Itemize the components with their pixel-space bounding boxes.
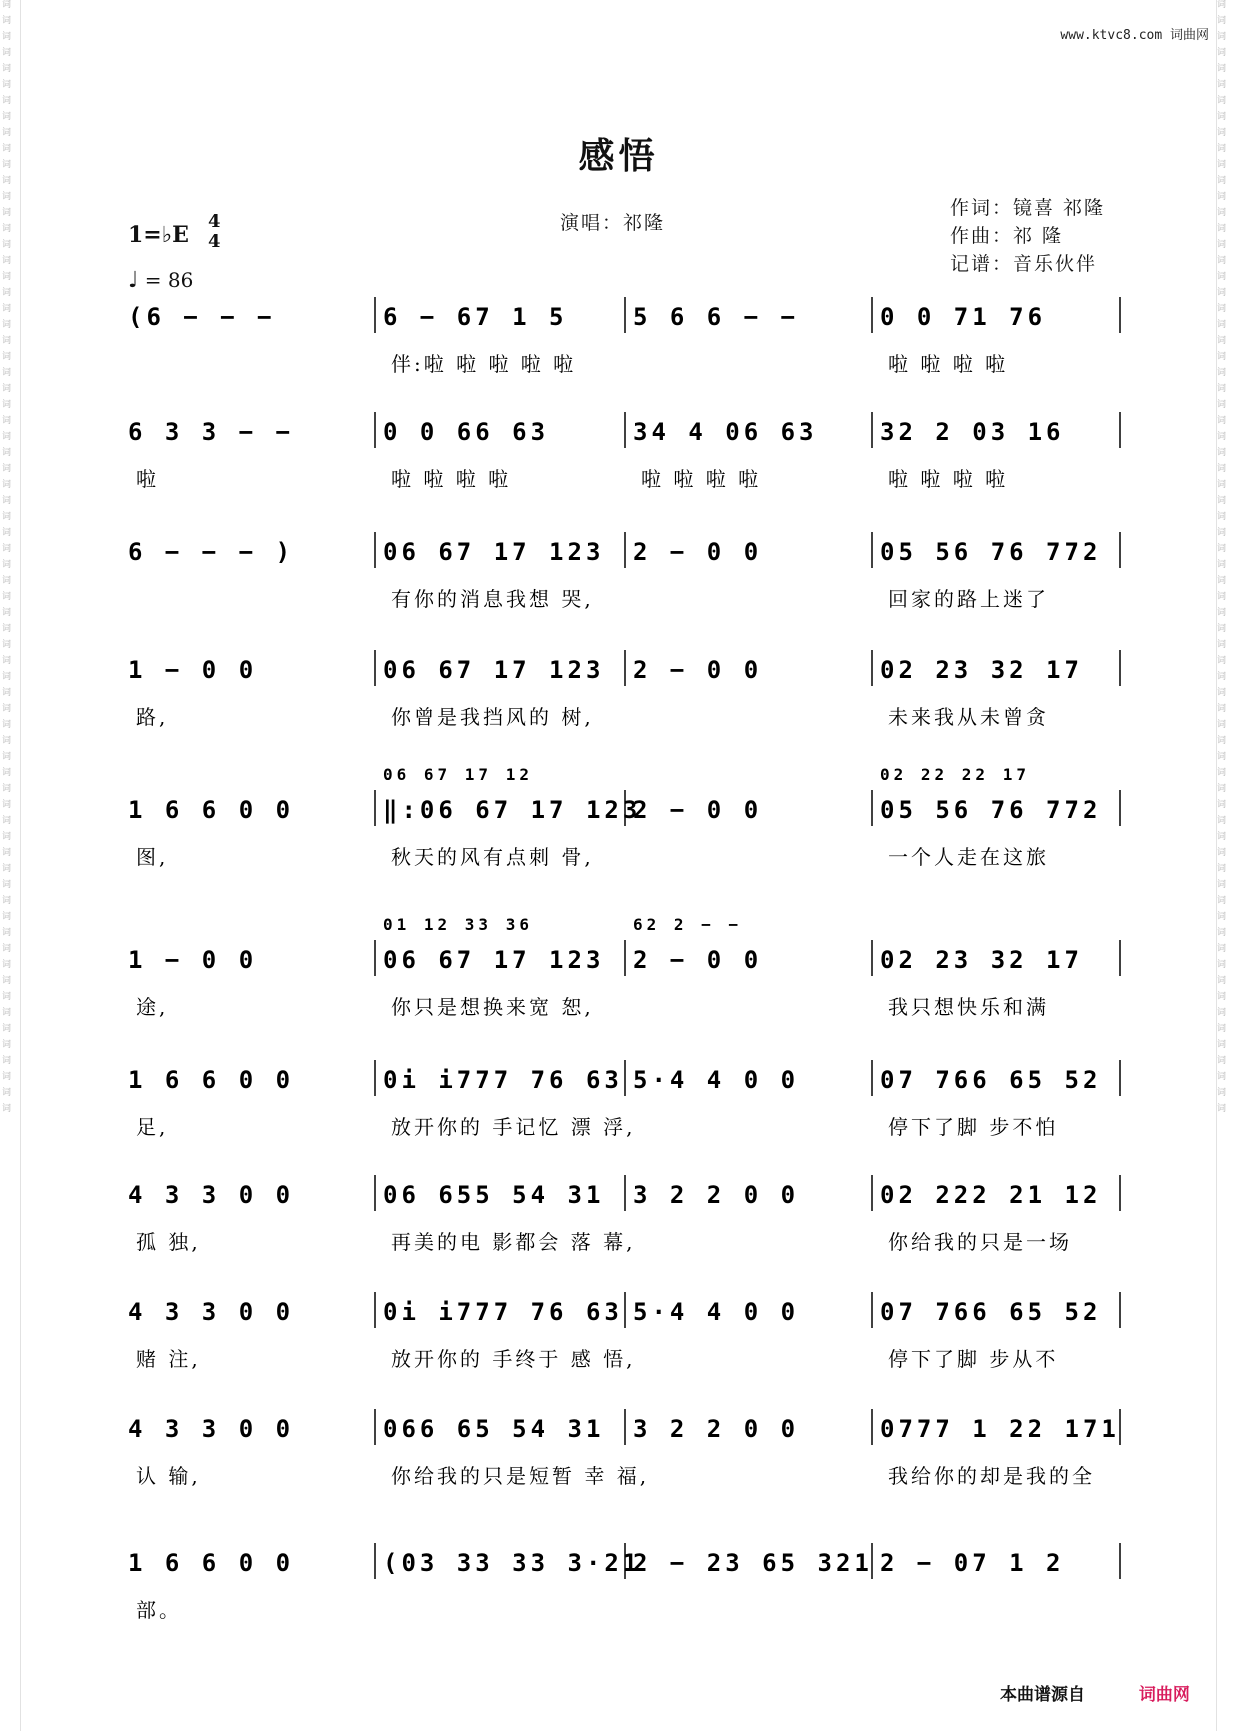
measure-notes: 4 3 3 0 0 [128,1415,295,1443]
watermark-glyph: 词 [2,752,12,762]
watermark-glyph: 词 [2,640,12,650]
watermark-glyph: 词 [1217,416,1227,426]
measure-notes: 0777 1 22 171 [880,1415,1120,1443]
harmony-notes: 02 22 22 17 [880,765,1030,784]
watermark-glyph: 词 [1217,176,1227,186]
lyric-line: 孤 独, [136,1230,201,1254]
measure-notes: ‖:06 67 17 123 [383,796,642,824]
watermark-glyph: 词 [2,1024,12,1034]
singer-credit: 演唱：祁隆 [560,212,666,234]
measure-notes: 07 766 65 52 [880,1066,1102,1094]
watermark-glyph: 词 [2,1072,12,1082]
watermark-glyph: 词 [1217,768,1227,778]
watermark-glyph: 词 [2,816,12,826]
watermark-glyph: 词 [2,800,12,810]
watermark-glyph: 词 [1217,560,1227,570]
watermark-glyph: 词 [1217,688,1227,698]
watermark-glyph: 词 [1217,608,1227,618]
watermark-glyph: 词 [1217,128,1227,138]
watermark-glyph: 词 [1217,448,1227,458]
watermark-glyph: 词 [2,1056,12,1066]
lyric-line: 你只是想换来宽 恕, [391,995,594,1019]
measure-notes: 06 67 17 123 [383,656,605,684]
lyric-line: 赌 注, [136,1347,201,1371]
measure-notes: 2 − 0 0 [633,538,763,566]
watermark-glyph: 词 [1217,592,1227,602]
watermark-glyph: 词 [2,784,12,794]
harmony-notes: 01 12 33 36 [383,915,533,934]
lyric-line: 啦 啦 啦 啦 [391,467,512,491]
watermark-glyph: 词 [1217,880,1227,890]
watermark-glyph: 词 [1217,976,1227,986]
watermark-glyph: 词 [2,880,12,890]
measure-notes: 0i i777 76 63 [383,1298,623,1326]
watermark-glyph: 词 [1217,944,1227,954]
watermark-glyph: 词 [1217,624,1227,634]
watermark-glyph: 词 [1217,64,1227,74]
measure-notes: 1 − 0 0 [128,946,258,974]
watermark-glyph: 词 [2,976,12,986]
watermark-glyph: 词 [2,1008,12,1018]
watermark-glyph: 词 [2,416,12,426]
lyric-line: 图, [136,845,169,869]
watermark-glyph: 词 [2,480,12,490]
measure-notes: 2 − 23 65 321 [633,1549,873,1577]
watermark-glyph: 词 [2,720,12,730]
measure-notes: 02 222 21 12 [880,1181,1102,1209]
watermark-glyph: 词 [2,512,12,522]
watermark-glyph: 词 [1217,1056,1227,1066]
watermark-glyph: 词 [1217,112,1227,122]
watermark-glyph: 词 [1217,192,1227,202]
watermark-glyph: 词 [2,432,12,442]
watermark-glyph: 词 [2,960,12,970]
watermark-glyph: 词 [2,672,12,682]
measure-notes: 02 23 32 17 [880,656,1083,684]
watermark-glyph: 词 [2,320,12,330]
measure-notes: 1 6 6 0 0 [128,1066,295,1094]
footer-brand[interactable]: 词曲网 [1138,1685,1190,1705]
watermark-glyph: 词 [2,448,12,458]
measure-notes: 2 − 0 0 [633,656,763,684]
watermark-glyph: 词 [1217,288,1227,298]
watermark-glyph: 词 [1217,576,1227,586]
lyric-line: 认 输, [136,1464,201,1488]
measure-notes: (6 − − − [128,303,276,331]
measure-notes: 32 2 03 16 [880,418,1065,446]
watermark-glyph: 词 [1217,320,1227,330]
watermark-glyph: 词 [1217,432,1227,442]
watermark-glyph: 词 [2,208,12,218]
watermark-glyph: 词 [2,16,12,26]
watermark-glyph: 词 [1217,720,1227,730]
watermark-glyph: 词 [2,368,12,378]
watermark-glyph: 词 [1217,784,1227,794]
watermark-glyph: 词 [2,272,12,282]
watermark-glyph: 词 [2,544,12,554]
watermark-glyph: 词 [1217,848,1227,858]
measure-notes: 0 0 71 76 [880,303,1047,331]
watermark-glyph: 词 [1217,992,1227,1002]
watermark-glyph: 词 [2,160,12,170]
watermark-glyph: 词 [2,704,12,714]
watermark-glyph: 词 [1217,832,1227,842]
watermark-glyph: 词 [1217,896,1227,906]
lyric-line: 我只想快乐和满 [888,995,1049,1019]
watermark-glyph: 词 [2,864,12,874]
watermark-glyph: 词 [2,832,12,842]
watermark-glyph: 词 [1217,656,1227,666]
lyric-line: 停下了脚 步不怕 [888,1115,1059,1139]
watermark-glyph: 词 [1217,384,1227,394]
watermark-glyph: 词 [2,384,12,394]
measure-notes: (03 33 33 3·21 [383,1549,642,1577]
watermark-glyph: 词 [1217,16,1227,26]
watermark-glyph: 词 [2,64,12,74]
watermark-glyph: 词 [2,624,12,634]
watermark-glyph: 词 [2,768,12,778]
song-title: 感悟 [578,135,659,177]
watermark-glyph: 词 [1217,544,1227,554]
measure-notes: 5 6 6 − − [633,303,800,331]
lyric-line: 你给我的只是一场 [888,1230,1072,1254]
measure-notes: 34 4 06 63 [633,418,818,446]
watermark-glyph: 词 [1217,224,1227,234]
lyric-line: 部。 [136,1598,182,1622]
lyric-line: 有你的消息我想 哭, [391,587,594,611]
measure-notes: 2 − 0 0 [633,946,763,974]
measure-notes: 05 56 76 772 [880,538,1102,566]
composer-credit: 作曲：祁 隆 [950,225,1064,247]
lyric-line: 啦 啦 啦 啦 [888,352,1009,376]
watermark-glyph: 词 [1217,704,1227,714]
watermark-glyph: 词 [2,192,12,202]
watermark-glyph: 词 [1217,1104,1227,1114]
lyric-line: 回家的路上迷了 [888,587,1049,611]
measure-notes: 5·4 4 0 0 [633,1066,800,1094]
measure-notes: 5·4 4 0 0 [633,1298,800,1326]
watermark-glyph: 词 [2,688,12,698]
watermark-glyph: 词 [1217,1024,1227,1034]
measure-notes: 0i i777 76 63 [383,1066,623,1094]
watermark-glyph: 词 [2,80,12,90]
watermark-glyph: 词 [1217,480,1227,490]
measure-notes: 06 67 17 123 [383,946,605,974]
watermark-glyph: 词 [2,928,12,938]
watermark-glyph: 词 [1217,304,1227,314]
lyric-line: 途, [136,995,169,1019]
watermark-glyph: 词 [1217,96,1227,106]
footer [1000,1680,1190,1705]
lyric-line: 路, [136,705,169,729]
watermark-glyph: 词 [2,656,12,666]
watermark-glyph: 词 [1217,1072,1227,1082]
watermark-glyph: 词 [1217,400,1227,410]
measure-notes: 4 3 3 0 0 [128,1298,295,1326]
key-signature: 1=♭E [128,222,189,248]
measure-notes: 1 6 6 0 0 [128,1549,295,1577]
watermark-glyph: 词 [1217,256,1227,266]
watermark-glyph: 词 [2,896,12,906]
measure-notes: 4 3 3 0 0 [128,1181,295,1209]
watermark-glyph: 词 [2,528,12,538]
lyric-line: 伴:啦 啦 啦 啦 啦 [391,352,577,376]
lyric-line: 足, [136,1115,169,1139]
watermark-glyph: 词 [1217,640,1227,650]
watermark-glyph: 词 [2,736,12,746]
watermark-glyph: 词 [1217,1088,1227,1098]
watermark-glyph: 词 [1217,816,1227,826]
watermark-glyph: 词 [2,224,12,234]
measure-notes: 6 − − − ) [128,538,295,566]
measure-notes: 1 − 0 0 [128,656,258,684]
watermark-glyph: 词 [2,912,12,922]
lyric-line: 放开你的 手终于 感 悟, [391,1347,636,1371]
watermark-glyph: 词 [2,48,12,58]
time-signature-bottom: 4 [208,231,221,252]
measure-notes: 2 − 07 1 2 [880,1549,1065,1577]
measure-notes: 06 67 17 123 [383,538,605,566]
watermark-glyph: 词 [2,1104,12,1114]
watermark-glyph: 词 [1217,736,1227,746]
watermark-glyph: 词 [1217,528,1227,538]
measure-notes: 3 2 2 0 0 [633,1415,800,1443]
watermark-glyph: 词 [1217,752,1227,762]
watermark-glyph: 词 [2,256,12,266]
watermark-glyph: 词 [1217,464,1227,474]
watermark-glyph: 词 [2,176,12,186]
watermark-glyph: 词 [1217,80,1227,90]
measure-notes: 6 − 67 1 5 [383,303,568,331]
watermark-glyph: 词 [2,496,12,506]
site-url[interactable]: www.ktvc8.com 词曲网 [1060,28,1209,43]
watermark-glyph: 词 [2,992,12,1002]
measure-notes: 02 23 32 17 [880,946,1083,974]
measure-notes: 07 766 65 52 [880,1298,1102,1326]
lyric-line: 啦 [136,467,159,491]
lyric-line: 秋天的风有点刺 骨, [391,845,594,869]
measure-notes: 05 56 76 772 [880,796,1102,824]
watermark-glyph: 词 [1217,240,1227,250]
quarter-note-icon: ♩ [128,268,139,293]
watermark-glyph: 词 [1217,32,1227,42]
watermark-glyph: 词 [2,944,12,954]
harmony-notes: 62 2 − − [633,915,743,934]
lyric-line: 我给你的却是我的全 [888,1464,1095,1488]
lyric-line: 你曾是我挡风的 树, [391,705,594,729]
watermark-glyph: 词 [1217,496,1227,506]
watermark-glyph: 词 [2,400,12,410]
time-signature-top: 4 [208,211,221,232]
harmony-notes: 06 67 17 12 [383,765,533,784]
watermark-glyph: 词 [2,304,12,314]
watermark-glyph: 词 [1217,928,1227,938]
lyric-line: 放开你的 手记忆 漂 浮, [391,1115,636,1139]
watermark-glyph: 词 [1217,864,1227,874]
footer-source: 本曲谱源自 [1000,1685,1085,1705]
lyricist-credit: 作词：镜喜 祁隆 [950,197,1106,219]
lyric-line: 啦 啦 啦 啦 [641,467,762,491]
transcriber-credit: 记谱：音乐伙伴 [950,253,1098,275]
watermark-glyph: 词 [2,288,12,298]
measure-notes: 0 0 66 63 [383,418,550,446]
watermark-glyph: 词 [1217,672,1227,682]
watermark-glyph: 词 [2,240,12,250]
watermark-glyph: 词 [2,96,12,106]
measure-notes: 1 6 6 0 0 [128,796,295,824]
watermark-glyph: 词 [1217,800,1227,810]
watermark-glyph: 词 [1217,960,1227,970]
watermark-glyph: 词 [2,32,12,42]
tempo-value: = 86 [144,268,194,292]
watermark-glyph: 词 [1217,512,1227,522]
watermark-glyph: 词 [1217,160,1227,170]
watermark-glyph: 词 [1217,0,1227,10]
watermark-glyph: 词 [2,848,12,858]
watermark-glyph: 词 [2,0,12,10]
lyric-line: 停下了脚 步从不 [888,1347,1059,1371]
watermark-glyph: 词 [1217,352,1227,362]
watermark-glyph: 词 [2,592,12,602]
watermark-glyph: 词 [1217,336,1227,346]
measure-notes: 6 3 3 − − [128,418,295,446]
measure-notes: 06 655 54 31 [383,1181,605,1209]
lyric-line: 一个人走在这旅 [888,845,1049,869]
watermark-glyph: 词 [1217,912,1227,922]
watermark-glyph: 词 [2,1040,12,1050]
measure-notes: 2 − 0 0 [633,796,763,824]
watermark-glyph: 词 [2,576,12,586]
watermark-glyph: 词 [2,560,12,570]
watermark-glyph: 词 [2,1088,12,1098]
watermark-glyph: 词 [1217,272,1227,282]
measure-notes: 066 65 54 31 [383,1415,605,1443]
watermark-glyph: 词 [1217,208,1227,218]
measure-notes: 3 2 2 0 0 [633,1181,800,1209]
watermark-glyph: 词 [1217,144,1227,154]
watermark-glyph: 词 [1217,368,1227,378]
lyric-line: 啦 啦 啦 啦 [888,467,1009,491]
watermark-glyph: 词 [1217,1040,1227,1050]
lyric-line: 你给我的只是短暂 幸 福, [391,1464,650,1488]
watermark-glyph: 词 [2,352,12,362]
lyric-line: 再美的电 影都会 落 幕, [391,1230,636,1254]
watermark-glyph: 词 [2,128,12,138]
lyric-line: 未来我从未曾贪 [888,705,1049,729]
watermark-glyph: 词 [2,144,12,154]
watermark-glyph: 词 [2,464,12,474]
watermark-glyph: 词 [2,336,12,346]
watermark-glyph: 词 [2,608,12,618]
watermark-glyph: 词 [1217,1008,1227,1018]
watermark-glyph: 词 [2,112,12,122]
watermark-glyph: 词 [1217,48,1227,58]
